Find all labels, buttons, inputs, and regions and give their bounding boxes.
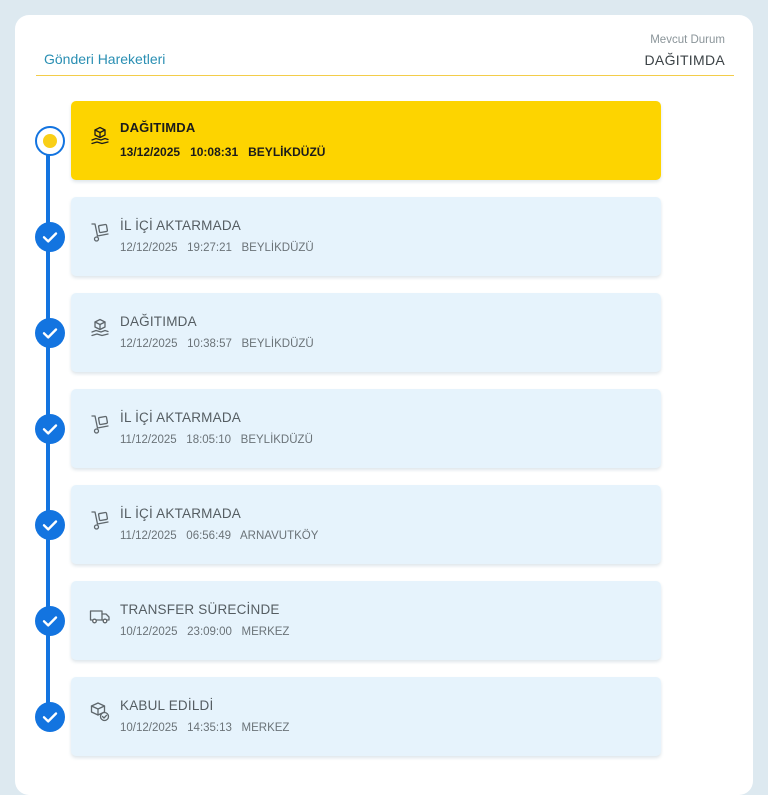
event-status: İL İÇİ AKTARMADA <box>120 218 241 233</box>
section-title: Gönderi Hareketleri <box>44 51 166 67</box>
completed-check-icon <box>35 702 65 732</box>
event-date: 11/12/2025 <box>120 434 177 446</box>
event-card-current <box>71 101 661 180</box>
event-time: 19:27:21 <box>187 242 232 254</box>
event-meta <box>120 722 289 734</box>
event-status: İL İÇİ AKTARMADA <box>120 410 241 425</box>
event-card <box>71 197 661 276</box>
completed-check-icon <box>35 414 65 444</box>
event-status: DAĞITIMDA <box>120 314 197 329</box>
completed-check-icon <box>35 510 65 540</box>
hand-box-icon <box>89 125 111 147</box>
event-meta <box>120 626 289 638</box>
header-divider <box>36 75 734 76</box>
event-meta <box>120 434 313 446</box>
event-card <box>71 485 661 564</box>
delivery-truck-icon <box>89 605 111 627</box>
event-status: KABUL EDİLDİ <box>120 698 214 713</box>
package-check-icon <box>89 701 111 723</box>
event-meta <box>120 145 325 159</box>
event-location: BEYLİKDÜZÜ <box>248 145 326 159</box>
hand-truck-icon <box>89 509 111 531</box>
event-card <box>71 677 661 756</box>
event-time: 18:05:10 <box>186 434 232 446</box>
completed-check-icon <box>35 222 65 252</box>
event-date: 13/12/2025 <box>120 145 181 159</box>
event-meta <box>120 242 314 254</box>
event-location: BEYLİKDÜZÜ <box>240 434 313 446</box>
event-card <box>71 293 661 372</box>
event-location: ARNAVUTKÖY <box>240 530 319 542</box>
shipment-movements-card <box>15 15 753 795</box>
event-location: MERKEZ <box>241 722 290 734</box>
event-time: 10:08:31 <box>190 145 239 159</box>
event-location: MERKEZ <box>241 626 290 638</box>
event-card <box>71 581 661 660</box>
current-status-label: Mevcut Durum <box>650 34 725 46</box>
hand-box-icon <box>89 317 111 339</box>
event-time: 14:35:13 <box>187 722 232 734</box>
event-location: BEYLİKDÜZÜ <box>241 242 314 254</box>
current-dot-icon <box>43 134 57 148</box>
event-time: 06:56:49 <box>186 530 232 542</box>
completed-check-icon <box>35 606 65 636</box>
hand-truck-icon <box>89 221 111 243</box>
event-date: 10/12/2025 <box>120 626 178 638</box>
completed-check-icon <box>35 318 65 348</box>
current-status-node <box>35 126 65 156</box>
event-status: İL İÇİ AKTARMADA <box>120 506 241 521</box>
event-meta <box>120 530 318 542</box>
event-time: 10:38:57 <box>187 338 232 350</box>
event-date: 10/12/2025 <box>120 722 178 734</box>
event-date: 12/12/2025 <box>120 338 178 350</box>
current-status-value: DAĞITIMDA <box>644 52 725 68</box>
event-location: BEYLİKDÜZÜ <box>241 338 314 350</box>
event-time: 23:09:00 <box>187 626 232 638</box>
event-status: TRANSFER SÜRECİNDE <box>120 602 280 617</box>
event-meta <box>120 338 314 350</box>
event-status: DAĞITIMDA <box>120 120 196 135</box>
hand-truck-icon <box>89 413 111 435</box>
event-card <box>71 389 661 468</box>
event-date: 12/12/2025 <box>120 242 178 254</box>
event-date: 11/12/2025 <box>120 530 177 542</box>
